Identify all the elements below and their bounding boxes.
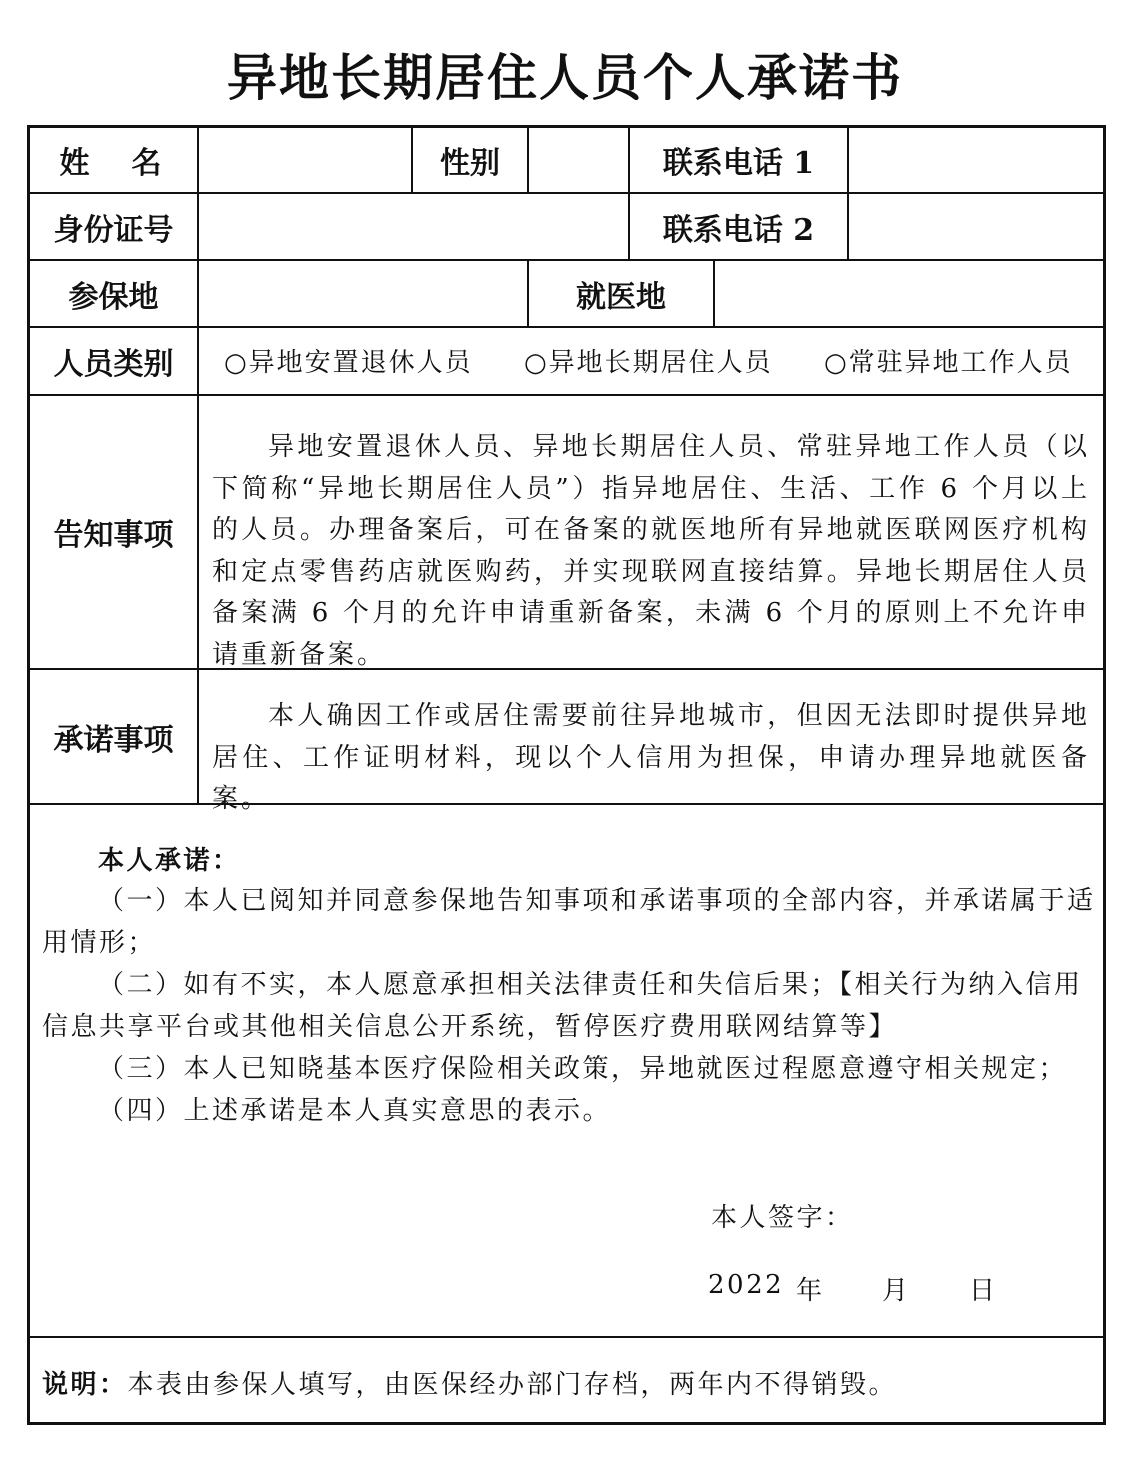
pledge-item-1-cont: 用情形； — [42, 928, 157, 958]
pledge-item-1: （一）本人已阅知并同意参保地告知事项和承诺事项的全部内容，并承诺属于适 — [98, 886, 1096, 916]
commitment-matter-label: 承诺事项 — [53, 722, 174, 758]
id-number-label: 身份证号 — [53, 212, 174, 248]
gender-label: 性别 — [440, 146, 500, 181]
pledge-item-2-cont: 信息共享平台或其他相关信息公开系统，暂停医疗费用联网结算等】 — [42, 1012, 898, 1042]
insured-place-field[interactable] — [199, 261, 527, 326]
phone2-field[interactable] — [849, 194, 1100, 259]
id-number-field[interactable] — [199, 194, 628, 259]
name-field[interactable] — [199, 128, 411, 192]
medical-place-field[interactable] — [715, 261, 1100, 326]
phone2-label: 联系电话 2 — [662, 212, 815, 248]
gender-field[interactable] — [529, 128, 628, 192]
phone1-label: 联系电话 1 — [662, 146, 815, 181]
signature-field[interactable] — [840, 1192, 1080, 1228]
date-day-unit: 日 — [969, 1276, 998, 1306]
note-text: 本表由参保人填写，由医保经办部门存档，两年内不得销毁。 — [127, 1370, 898, 1400]
medical-place-label: 就医地 — [576, 279, 666, 315]
name-label: 姓 名 — [59, 146, 168, 181]
pledge-heading: 本人承诺： — [98, 846, 241, 876]
note — [42, 1364, 897, 1401]
date-month-unit: 月 — [882, 1276, 911, 1306]
phone1-field[interactable] — [849, 128, 1100, 192]
signature-label: 本人签字： — [711, 1203, 854, 1233]
date-year-unit: 年 — [796, 1276, 825, 1306]
category-option-resident-worker[interactable]: ○常驻异地工作人员 — [824, 348, 1073, 378]
pledge-item-4: （四）上述承诺是本人真实意思的表示。 — [98, 1096, 612, 1126]
document-title: 异地长期居住人员个人承诺书 — [227, 48, 903, 107]
commitment-matter-text: 本人确因工作或居住需要前往异地城市，但因无法即时提供异地居住、工作证明材料，现以个人信用为担保，申请办理异地就医备案。 — [212, 701, 1090, 814]
notice-text: 异地安置退休人员、异地长期居住人员、常驻异地工作人员（以下简称“异地长期居住人员”）指异地居住、生活、工作 6 个月以上的人员。办理备案后，可在备案的就医地所有异地就医联网医疗机构和定点零售药店就医购药，并实现联网直接结算。异地长期居住人员备案满 6 个月的允许申请重新备案，未满 6 个月的原则上不允许申请重新备案。 — [212, 432, 1090, 670]
date-year: 2022 — [708, 1270, 785, 1300]
row-divider — [27, 1336, 1103, 1338]
category-option-relocated-retiree[interactable]: ○异地安置退休人员 — [224, 348, 473, 378]
insured-place-label: 参保地 — [68, 279, 159, 315]
category-label: 人员类别 — [53, 347, 174, 382]
category-option-long-term-resident[interactable]: ○异地长期居住人员 — [524, 348, 773, 378]
notice-label: 告知事项 — [53, 518, 174, 553]
note-label: 说明： — [42, 1370, 128, 1400]
pledge-item-3: （三）本人已知晓基本医疗保险相关政策，异地就医过程愿意遵守相关规定； — [98, 1054, 1068, 1084]
pledge-item-2: （二）如有不实，本人愿意承担相关法律责任和失信后果；【相关行为纳入信用 — [98, 970, 1083, 1000]
